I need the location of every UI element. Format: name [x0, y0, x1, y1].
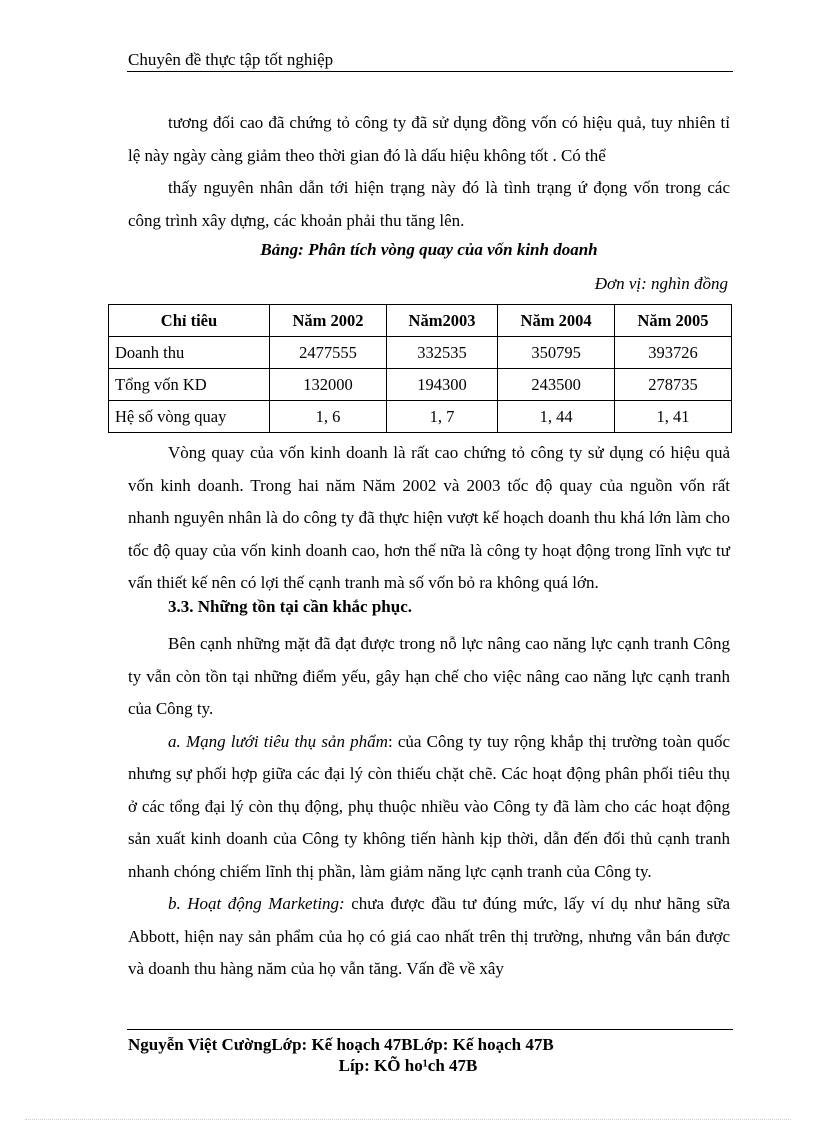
footer-divider: [127, 1029, 733, 1030]
table-cell: 1, 6: [270, 401, 387, 433]
table-cell: Tổng vốn KD: [109, 369, 270, 401]
footer-class-legacy: Líp: KÕ ho¹ch 47B: [338, 1056, 478, 1075]
paragraph-6-lead: b. Hoạt động Marketing:: [168, 894, 345, 913]
table-cell: 332535: [386, 337, 497, 369]
table-cell: 1, 44: [498, 401, 615, 433]
table-cell: Doanh thu: [109, 337, 270, 369]
table-cell: 350795: [498, 337, 615, 369]
footer-author-class: Nguyễn Việt CườngLớp: Kế hoạch 47BLớp: Kế hoạch 47B: [128, 1035, 554, 1054]
paragraph-5-text: : của Công ty tuy rộng khắp thị trường toàn quốc nhưng sự phối hợp giữa các đại lý còn thiếu chặt chẽ. Các hoạt động phân phối tiêu thụ ở các tổng đại lý còn thụ động, phụ thuộc nhiều vào Công ty đã làm cho các hoạt động sản xuất kinh doanh của Công ty không tiến hành kịp thời, dẫn đến đối thủ cạnh tranh nhanh chóng chiếm lĩnh thị phần, làm giảm năng lực cạnh tranh của Công ty.: [128, 731, 731, 881]
table-row: [109, 369, 732, 401]
paragraph-4: Bên cạnh những mặt đã đạt được trong nỗ lực nâng cao năng lực cạnh tranh Công ty vẫn còn tồn tại những điểm yếu, gây hạn chế cho việc nâng cao năng lực cạnh tranh của Công ty.: [128, 634, 730, 718]
table-row: [109, 401, 732, 433]
table-cell: 278735: [615, 369, 732, 401]
paragraph-5-lead: a. Mạng lưới tiêu thụ sản phẩm: [168, 731, 388, 751]
paragraph-2: thấy nguyên nhân dẫn tới hiện trạng này đó là tình trạng ứ đọng vốn trong các công trình xây dựng, các khoản phải thu tăng lên.: [128, 178, 730, 230]
table-title: Bảng: Phân tích vòng quay của vốn kinh doanh: [260, 240, 598, 259]
page-bottom-border: [25, 1119, 791, 1120]
table-cell: Hệ số vòng quay: [109, 401, 270, 433]
table-cell: 1, 7: [386, 401, 497, 433]
capital-turnover-table: [108, 304, 732, 433]
header-divider: [127, 71, 733, 72]
table-header-cell: Năm 2002: [270, 305, 387, 337]
table-cell: 1, 41: [615, 401, 732, 433]
table-header-cell: Năm2003: [386, 305, 497, 337]
table-unit: Đơn vị: nghìn đồng: [594, 274, 728, 293]
paragraph-6-text: chưa được đầu tư đúng mức, lấy ví dụ như hãng sữa Abbott, hiện nay sản phẩm của họ có giá cao nhất trên thị trường, nhưng vẫn bán được và doanh thu hàng năm của họ vẫn tăng. Vấn đề về xây: [128, 894, 730, 978]
paragraph-1-block: [128, 107, 730, 237]
table-header-row: [109, 305, 732, 337]
table-cell: 132000: [270, 369, 387, 401]
paragraph-6: [128, 888, 730, 986]
section-heading: 3.3. Những tồn tại cần khắc phục.: [168, 597, 413, 616]
paragraph-3: Vòng quay của vốn kinh doanh là rất cao chứng tỏ công ty sử dụng có hiệu quả vốn kinh doanh. Trong hai năm Năm 2002 và 2003 tốc độ quay của nguồn vốn rất nhanh nguyên nhân là do công ty đã thực hiện vượt kế hoạch doanh thu khá lớn làm cho tốc độ quay của vốn kinh doanh cao, hơn thế nữa là công ty hoạt động trong lĩnh vực tư vấn thiết kế nên có lợi thế cạnh tranh mà số vốn bỏ ra không quá lớn.: [128, 443, 730, 592]
table-cell: 393726: [615, 337, 732, 369]
table-header-cell: Năm 2004: [498, 305, 615, 337]
table-cell: 243500: [498, 369, 615, 401]
paragraph-3-block: [128, 437, 730, 600]
table-cell: 194300: [386, 369, 497, 401]
table-row: [109, 337, 732, 369]
table-header-cell: Năm 2005: [615, 305, 732, 337]
paragraph-1: tương đối cao đã chứng tỏ công ty đã sử dụng đồng vốn có hiệu quả, tuy nhiên tỉ lệ này ngày càng giảm theo thời gian đó là dấu hiệu không tốt . Có thể: [128, 113, 730, 165]
paragraph-4-block: [128, 628, 730, 986]
header-title: Chuyên đề thực tập tốt nghiệp: [128, 50, 334, 69]
table-cell: 2477555: [270, 337, 387, 369]
table-header-cell: Chỉ tiêu: [109, 305, 270, 337]
paragraph-5: [128, 726, 730, 889]
